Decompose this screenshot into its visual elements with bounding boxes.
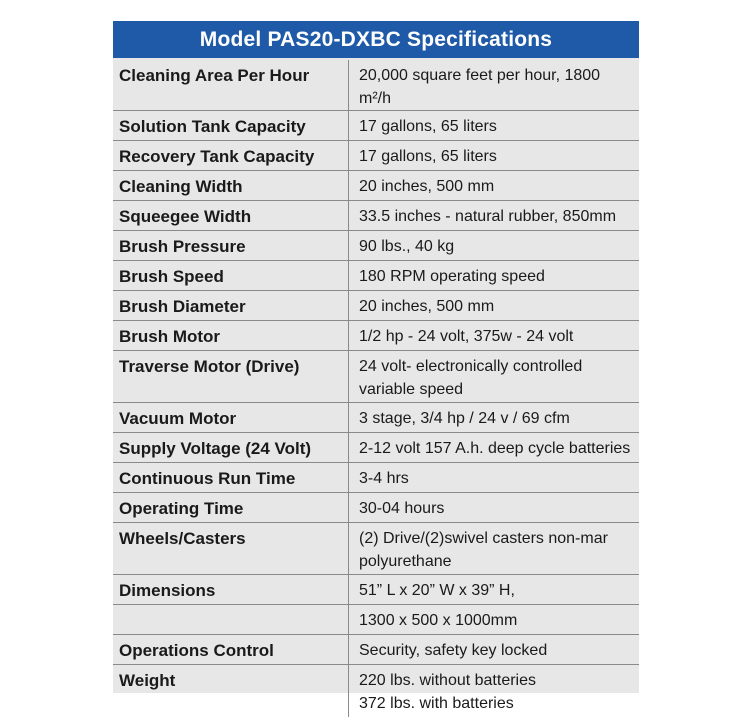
spec-row xyxy=(113,111,639,141)
spec-value-line: 372 lbs. with batteries xyxy=(359,695,514,712)
specifications-title: Model PAS20-DXBC Specifications xyxy=(113,21,639,58)
spec-value-line: 1/2 hp - 24 volt, 375w - 24 volt xyxy=(359,328,574,345)
spec-label: Vacuum Motor xyxy=(113,403,349,433)
spec-value-line: 3 stage, 3/4 hp / 24 v / 69 cfm xyxy=(359,410,570,427)
specifications-table xyxy=(113,60,639,717)
spec-value xyxy=(349,111,640,141)
spec-label: Cleaning Area Per Hour xyxy=(113,60,349,111)
spec-value-line: Security, safety key locked xyxy=(359,642,548,659)
spec-value xyxy=(349,291,640,321)
spec-row xyxy=(113,201,639,231)
spec-label: Squeegee Width xyxy=(113,201,349,231)
spec-label: Brush Motor xyxy=(113,321,349,351)
spec-value xyxy=(349,231,640,261)
spec-value xyxy=(349,523,640,575)
spec-row xyxy=(113,141,639,171)
spec-row xyxy=(113,403,639,433)
spec-value-line: 20 inches, 500 mm xyxy=(359,298,495,315)
spec-value xyxy=(349,403,640,433)
spec-label: Continuous Run Time xyxy=(113,463,349,493)
spec-row xyxy=(113,463,639,493)
spec-label: Solution Tank Capacity xyxy=(113,111,349,141)
spec-value xyxy=(349,261,640,291)
spec-value xyxy=(349,60,640,111)
spec-row xyxy=(113,493,639,523)
spec-value xyxy=(349,463,640,493)
spec-label xyxy=(113,605,349,635)
spec-value-line: 1300 x 500 x 1000mm xyxy=(359,612,518,629)
spec-value xyxy=(349,635,640,665)
spec-row xyxy=(113,575,639,605)
spec-row xyxy=(113,605,639,635)
spec-value-line: 17 gallons, 65 liters xyxy=(359,148,497,165)
spec-value-line: 20,000 square feet per hour, 1800 m²/h xyxy=(359,67,601,107)
spec-row xyxy=(113,60,639,111)
spec-row xyxy=(113,665,639,717)
spec-value xyxy=(349,321,640,351)
spec-value-line: 180 RPM operating speed xyxy=(359,268,545,285)
spec-value xyxy=(349,665,640,717)
spec-value-line: 3-4 hrs xyxy=(359,470,409,487)
spec-label: Brush Speed xyxy=(113,261,349,291)
spec-label: Traverse Motor (Drive) xyxy=(113,351,349,403)
spec-value-line: 220 lbs. without batteries xyxy=(359,672,536,689)
spec-value-line: 24 volt- electronically controlled xyxy=(359,358,583,375)
spec-label: Recovery Tank Capacity xyxy=(113,141,349,171)
spec-value xyxy=(349,493,640,523)
spec-row xyxy=(113,291,639,321)
spec-row xyxy=(113,261,639,291)
spec-label: Operating Time xyxy=(113,493,349,523)
spec-label: Supply Voltage (24 Volt) xyxy=(113,433,349,463)
spec-value-line: 2-12 volt 157 A.h. deep cycle batteries xyxy=(359,440,631,457)
spec-label: Cleaning Width xyxy=(113,171,349,201)
spec-row xyxy=(113,321,639,351)
spec-value-line: 17 gallons, 65 liters xyxy=(359,118,497,135)
spec-value xyxy=(349,575,640,605)
spec-value xyxy=(349,433,640,463)
spec-value xyxy=(349,141,640,171)
spec-row xyxy=(113,231,639,261)
spec-value xyxy=(349,351,640,403)
spec-value-line: (2) Drive/(2)swivel casters non-mar xyxy=(359,530,608,547)
spec-value-line: variable speed xyxy=(359,381,464,398)
spec-value-line: 33.5 inches - natural rubber, 850mm xyxy=(359,208,617,225)
spec-value xyxy=(349,605,640,635)
spec-row xyxy=(113,433,639,463)
spec-row xyxy=(113,635,639,665)
spec-value xyxy=(349,201,640,231)
spec-value-line: 30-04 hours xyxy=(359,500,445,517)
spec-value-line: 90 lbs., 40 kg xyxy=(359,238,455,255)
spec-value-line: 51” L x 20” W x 39” H, xyxy=(359,582,515,599)
spec-label: Weight xyxy=(113,665,349,717)
spec-value-line: polyurethane xyxy=(359,553,452,570)
spec-label: Dimensions xyxy=(113,575,349,605)
spec-value-line: 20 inches, 500 mm xyxy=(359,178,495,195)
specifications-sheet xyxy=(113,21,639,712)
spec-label: Operations Control xyxy=(113,635,349,665)
spec-label: Brush Pressure xyxy=(113,231,349,261)
spec-row xyxy=(113,523,639,575)
spec-label: Wheels/Casters xyxy=(113,523,349,575)
spec-label: Brush Diameter xyxy=(113,291,349,321)
spec-row xyxy=(113,351,639,403)
specifications-table-body xyxy=(113,60,639,717)
spec-row xyxy=(113,171,639,201)
spec-value xyxy=(349,171,640,201)
